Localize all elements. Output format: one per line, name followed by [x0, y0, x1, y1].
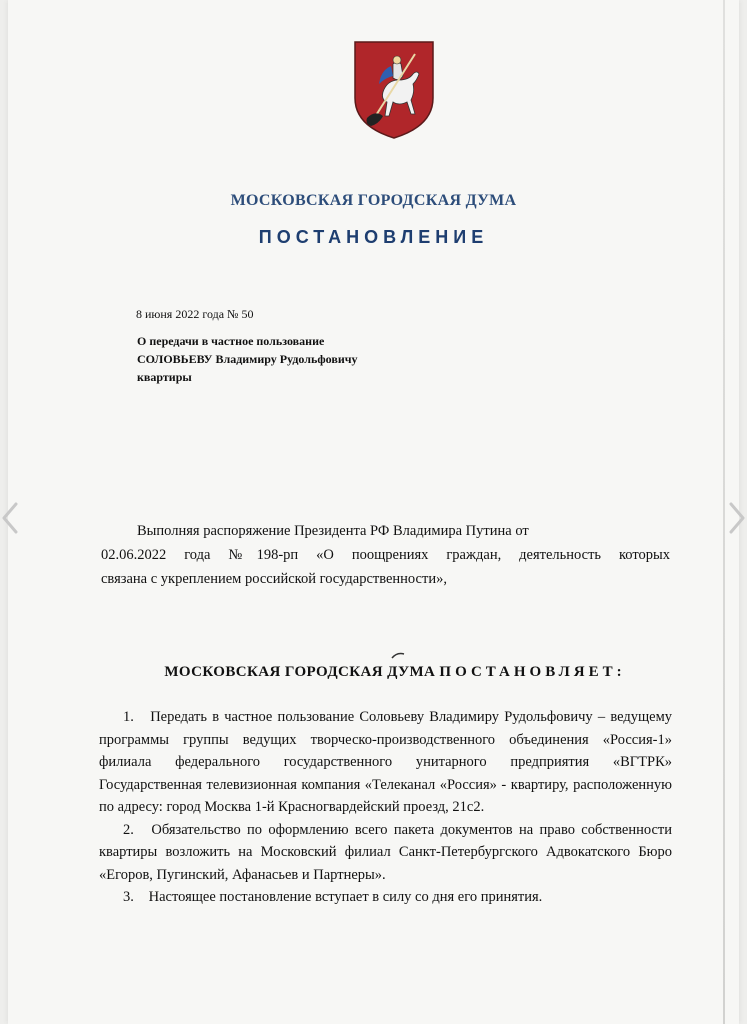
moscow-coat-of-arms-icon — [353, 40, 435, 140]
preamble — [101, 519, 670, 591]
item-text: Обязательство по оформлению всего пакета документов на право собственности квартиры возложить на Московский филиал Санкт-Петербургского Адвокатского Бюро «Егоров, Пугинский, Афанасьев и Партнеры». — [99, 821, 673, 883]
resolution-items — [99, 706, 672, 909]
item-text: Настоящее постановление вступает в силу со дня его принятия. — [148, 889, 543, 905]
subject-line: О передачи в частное пользование — [137, 334, 325, 348]
item-number: 1. — [123, 709, 134, 725]
resolution-heading-org: МОСКОВСКАЯ ГОРОДСКАЯ ДУМА — [164, 664, 440, 680]
chevron-left-icon[interactable] — [0, 498, 22, 538]
subject-line: СОЛОВЬЕВУ Владимиру Рудольфовичу — [137, 352, 358, 366]
subject-line: квартиры — [137, 370, 192, 384]
list-item — [99, 819, 672, 887]
document-subject — [137, 332, 358, 386]
preamble-line: 02.06.2022 года №198-рп «О поощрениях граждан, деятельность которых — [101, 547, 670, 563]
item-text: Передать в частное пользование Соловьеву Владимиру Рудольфовичу – ведущему программы группы ведущих творческо-производственного объединения «Россия-1» филиала федерального государственного унитарного предприятия «ВГТРК» Государственная телевизионная компания «Телеканал «Россия» - квартиру, расположенную по адресу: город Москва 1-й Красногвардейский проезд, 21с2. — [99, 709, 672, 815]
organization-name: МОСКОВСКАЯ ГОРОДСКАЯ ДУМА — [230, 192, 517, 209]
chevron-right-icon[interactable] — [725, 498, 747, 538]
preamble-line: связана с укреплением российской государственности», — [101, 571, 447, 587]
item-number: 3. — [123, 889, 134, 905]
resolution-heading — [0, 664, 747, 681]
document-date-number: 8 июня 2022 года № 50 — [136, 307, 254, 321]
list-item — [99, 886, 672, 909]
item-number: 2. — [123, 821, 134, 838]
resolution-heading-verb: ПОСТАНОВЛЯЕТ: — [439, 664, 626, 680]
list-item — [99, 706, 672, 819]
document-type: ПОСТАНОВЛЕНИЕ — [258, 227, 489, 247]
preamble-line: Выполняя распоряжение Президента РФ Владимира Путина от — [137, 523, 529, 539]
scratch-mark — [391, 652, 405, 660]
